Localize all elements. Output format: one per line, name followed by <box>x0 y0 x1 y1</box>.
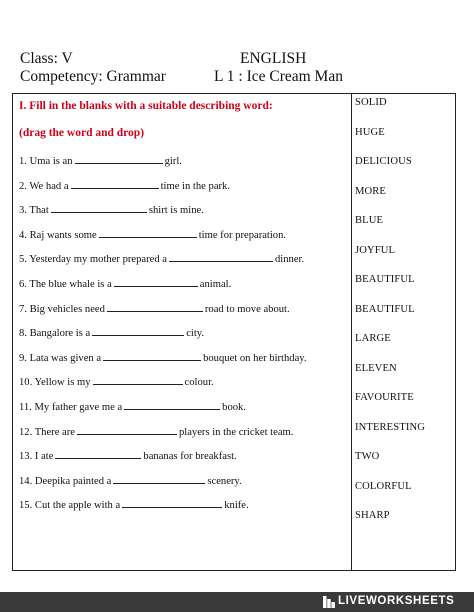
question-text-before: 10. Yellow is my <box>19 377 91 389</box>
word-bank-item[interactable]: HUGE <box>355 126 385 138</box>
word-bank-item[interactable]: MORE <box>355 185 387 197</box>
question-text-before: 12. There are <box>19 426 75 438</box>
word-bank-item[interactable]: BEAUTIFUL <box>355 303 415 315</box>
word-bank-item[interactable]: COLORFUL <box>355 480 412 492</box>
answer-blank[interactable] <box>169 252 273 262</box>
answer-blank[interactable] <box>99 228 197 238</box>
question-text-before: 9. Lata was given a <box>19 352 102 364</box>
question-row <box>19 449 237 462</box>
question-text-after: players in the cricket team. <box>178 426 294 438</box>
word-bank-item[interactable]: ELEVEN <box>355 362 397 374</box>
question-text-before: 5. Yesterday my mother prepared a <box>19 254 167 266</box>
question-text-after: colour. <box>184 377 214 389</box>
question-row <box>19 302 290 315</box>
question-text-after: road to move about. <box>204 303 290 315</box>
answer-blank[interactable] <box>107 302 203 312</box>
question-row <box>19 425 293 438</box>
word-bank-item[interactable]: FAVOURITE <box>355 392 414 403</box>
class-label: Class: V <box>20 50 73 67</box>
question-text-after: bouquet on her birthday. <box>203 352 307 364</box>
answer-blank[interactable] <box>71 179 159 189</box>
word-bank-item[interactable]: DELICIOUS <box>355 156 412 167</box>
question-row <box>19 326 204 339</box>
question-text-before: 2. We had a <box>19 180 69 192</box>
question-row <box>19 228 286 241</box>
word-bank-item[interactable]: BEAUTIFUL <box>355 274 415 285</box>
subject-label: ENGLISH <box>240 50 307 67</box>
answer-blank[interactable] <box>113 474 205 484</box>
instruction-line-1: I. Fill in the blanks with a suitable describing word: <box>19 100 273 112</box>
question-text-before: 15. Cut the apple with a <box>19 500 121 512</box>
instruction-line-2: (drag the word and drop) <box>19 127 145 139</box>
question-text-before: 14. Deepika painted a <box>19 475 112 487</box>
question-row <box>19 252 304 265</box>
answer-blank[interactable] <box>92 326 184 336</box>
question-text-after: knife. <box>224 500 249 512</box>
question-row <box>19 277 231 290</box>
question-row <box>19 154 182 167</box>
question-row <box>19 498 249 511</box>
question-text-before: 4. Raj wants some <box>19 229 97 241</box>
footer-brand: LIVEWORKSHEETS <box>338 595 455 607</box>
question-text-after: city. <box>186 328 205 340</box>
answer-blank[interactable] <box>122 498 222 508</box>
word-bank-item[interactable]: SOLID <box>355 97 387 108</box>
question-row <box>19 179 230 192</box>
question-text-before: 1. Uma is an <box>19 156 73 167</box>
word-bank-item[interactable]: JOYFUL <box>355 244 396 256</box>
question-text-after: animal. <box>199 279 232 290</box>
question-row <box>19 375 214 388</box>
word-bank-item[interactable]: SHARP <box>355 510 390 521</box>
question-text-after: girl. <box>164 156 182 167</box>
answer-blank[interactable] <box>75 154 163 164</box>
answer-blank[interactable] <box>124 400 220 410</box>
question-text-after: shirt is mine. <box>148 205 204 217</box>
competency-label: Competency: Grammar <box>20 68 166 85</box>
question-text-after: time in the park. <box>160 180 230 192</box>
question-text-before: 8. Bangalore is a <box>19 328 91 340</box>
column-divider <box>351 94 352 570</box>
answer-blank[interactable] <box>77 425 177 435</box>
answer-blank[interactable] <box>55 449 141 459</box>
lesson-label: L 1 : Ice Cream Man <box>214 68 343 85</box>
question-text-before: 11. My father gave me a <box>19 402 123 413</box>
answer-blank[interactable] <box>93 375 183 385</box>
question-text-after: scenery. <box>207 475 242 487</box>
question-text-before: 6. The blue whale is a <box>19 279 112 290</box>
word-bank-item[interactable]: LARGE <box>355 333 391 344</box>
answer-blank[interactable] <box>114 277 198 287</box>
question-text-after: bananas for breakfast. <box>143 451 237 463</box>
liveworksheets-logo-icon <box>323 596 335 608</box>
word-bank-item[interactable]: BLUE <box>355 215 384 226</box>
question-row <box>19 351 307 364</box>
answer-blank[interactable] <box>51 203 147 213</box>
question-text-after: dinner. <box>274 254 305 266</box>
question-row <box>19 474 242 487</box>
question-text-before: 7. Big vehicles need <box>19 303 105 315</box>
word-bank-item[interactable]: INTERESTING <box>355 421 425 433</box>
question-text-after: time for preparation. <box>198 229 287 241</box>
question-text-before: 13. I ate <box>19 451 54 463</box>
question-row <box>19 203 204 216</box>
question-text-before: 3. That <box>19 205 49 217</box>
question-text-after: book. <box>222 402 246 413</box>
word-bank-item[interactable]: TWO <box>355 451 380 462</box>
worksheet-box <box>12 93 456 571</box>
question-row <box>19 400 246 413</box>
answer-blank[interactable] <box>103 351 201 361</box>
